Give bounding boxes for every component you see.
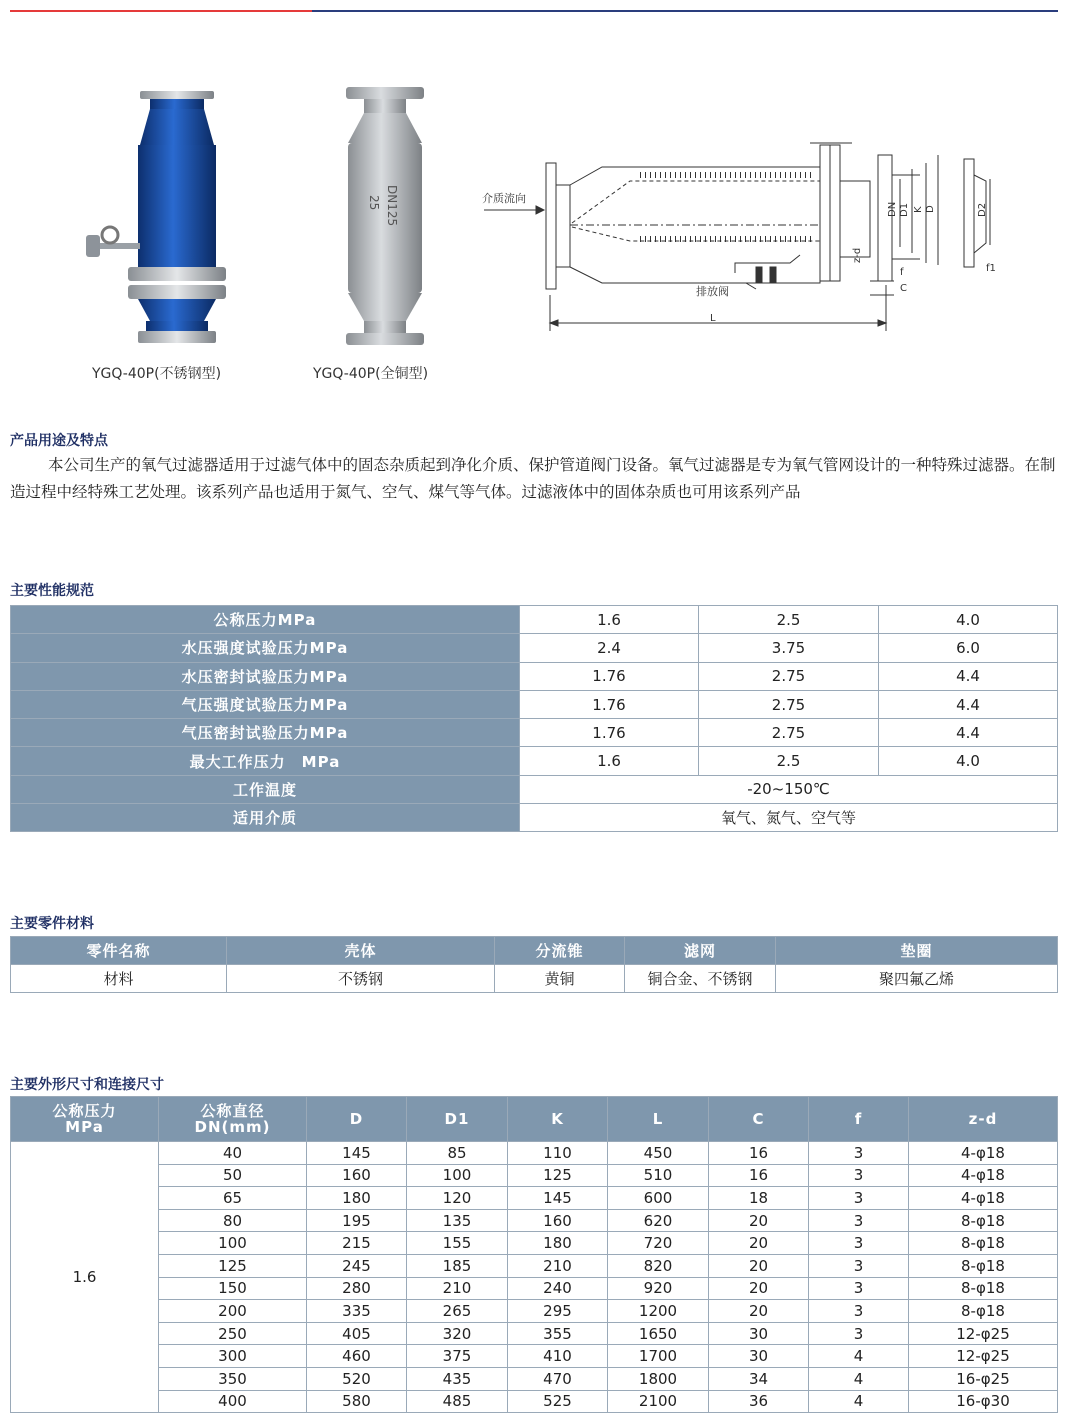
dimensions-cell: 3 (809, 1277, 909, 1300)
header-rule-red (10, 10, 312, 12)
performance-row (11, 662, 1058, 690)
performance-value: 1.6 (520, 747, 699, 775)
product-caption-stainless: YGQ-40P(不锈钢型) (92, 366, 222, 382)
performance-value: 1.6 (520, 606, 699, 634)
dimensions-cell: 4-φ18 (909, 1164, 1058, 1187)
dimensions-cell: 210 (508, 1254, 608, 1277)
dimensions-cell: 1650 (608, 1322, 709, 1345)
dimensions-cell: 525 (508, 1390, 608, 1413)
dimensions-header-text: L (652, 1110, 664, 1128)
product-photo-copper (330, 85, 440, 350)
dimensions-header-text: C (752, 1110, 765, 1128)
dimensions-cell: 1800 (608, 1367, 709, 1390)
cast-text-dn: DN125 (385, 185, 399, 227)
performance-label: 水压密封试验压力MPa (11, 662, 520, 690)
dimensions-cell: 120 (407, 1187, 508, 1210)
parts-header-row (11, 937, 1058, 965)
dimensions-cell: 3 (809, 1300, 909, 1323)
dimensions-cell: 195 (307, 1209, 407, 1232)
parts-cell: 不锈钢 (227, 965, 495, 993)
parts-cell: 铜合金、不锈钢 (625, 965, 776, 993)
performance-table (10, 605, 1058, 832)
dimensions-row (11, 1367, 1058, 1390)
dimensions-cell: 245 (307, 1254, 407, 1277)
parts-row (11, 965, 1058, 993)
dimensions-pressure-cell: 1.6 (11, 1142, 159, 1413)
dim-d1: D1 (899, 202, 910, 217)
performance-label: 工作温度 (11, 775, 520, 803)
dimensions-cell: 125 (159, 1254, 307, 1277)
performance-value: 1.76 (520, 690, 699, 718)
dimensions-header-cell (407, 1097, 508, 1142)
dimensions-row (11, 1232, 1058, 1255)
performance-row (11, 747, 1058, 775)
dimensions-header-cell (307, 1097, 407, 1142)
dimensions-cell: 20 (709, 1209, 809, 1232)
dimensions-cell: 350 (159, 1367, 307, 1390)
performance-row (11, 634, 1058, 662)
dimensions-cell: 30 (709, 1345, 809, 1368)
dimensions-cell: 30 (709, 1322, 809, 1345)
dimensions-cell: 485 (407, 1390, 508, 1413)
usage-paragraph: 本公司生产的氧气过滤器适用于过滤气体中的固态杂质起到净化介质、保护管道阀门设备。氧气过滤器是专为氧气管网设计的一种特殊过滤器。在制造过程中经特殊工艺处理。该系列产品也适用于氮气、空气、煤气等气体。过滤液体中的固体杂质也可用该系列产品 (10, 456, 1056, 501)
dimensions-cell: 3 (809, 1322, 909, 1345)
technical-drawing (480, 135, 1040, 335)
performance-value: 2.5 (699, 747, 879, 775)
performance-value: 2.5 (699, 606, 879, 634)
dimensions-cell: 160 (307, 1164, 407, 1187)
performance-row (11, 606, 1058, 634)
dimensions-header-text: MPa (65, 1118, 104, 1136)
performance-value: 6.0 (879, 634, 1058, 662)
dimensions-cell: 410 (508, 1345, 608, 1368)
dimensions-cell: 470 (508, 1367, 608, 1390)
dimensions-cell: 20 (709, 1300, 809, 1323)
dimensions-cell: 3 (809, 1142, 909, 1165)
section-title-performance: 主要性能规范 (10, 583, 94, 599)
dimensions-row (11, 1187, 1058, 1210)
dimensions-header-row (11, 1097, 1058, 1142)
performance-value: 4.4 (879, 662, 1058, 690)
dimensions-cell: 20 (709, 1277, 809, 1300)
performance-value: 2.75 (699, 690, 879, 718)
dimensions-cell: 820 (608, 1254, 709, 1277)
dimensions-cell: 100 (407, 1164, 508, 1187)
dimensions-cell: 3 (809, 1164, 909, 1187)
dimensions-cell: 250 (159, 1322, 307, 1345)
dimensions-cell: 80 (159, 1209, 307, 1232)
dimensions-cell: 265 (407, 1300, 508, 1323)
dimensions-cell: 135 (407, 1209, 508, 1232)
dimensions-cell: 180 (508, 1232, 608, 1255)
dimensions-cell: 200 (159, 1300, 307, 1323)
performance-label: 气压强度试验压力MPa (11, 690, 520, 718)
dimensions-cell: 3 (809, 1232, 909, 1255)
dimensions-cell: 8-φ18 (909, 1232, 1058, 1255)
performance-row (11, 804, 1058, 832)
dimensions-cell: 4 (809, 1390, 909, 1413)
dimensions-cell: 34 (709, 1367, 809, 1390)
dimensions-cell: 16 (709, 1142, 809, 1165)
dimensions-cell: 160 (508, 1209, 608, 1232)
dimensions-header-text: f (854, 1110, 863, 1128)
dim-d2: D2 (977, 202, 988, 217)
performance-value: -20~150℃ (520, 775, 1058, 803)
dimensions-cell: 16-φ30 (909, 1390, 1058, 1413)
parts-cell: 聚四氟乙烯 (776, 965, 1058, 993)
dimensions-cell: 355 (508, 1322, 608, 1345)
dimensions-cell: 180 (307, 1187, 407, 1210)
parts-header-cell: 零件名称 (11, 937, 227, 965)
dimensions-cell: 295 (508, 1300, 608, 1323)
parts-table (10, 936, 1058, 993)
performance-value: 2.4 (520, 634, 699, 662)
dimensions-cell: 1200 (608, 1300, 709, 1323)
dimensions-cell: 435 (407, 1367, 508, 1390)
performance-row (11, 719, 1058, 747)
dim-d: D (925, 205, 936, 213)
dimensions-cell: 580 (307, 1390, 407, 1413)
dimensions-row (11, 1390, 1058, 1413)
performance-value: 2.75 (699, 719, 879, 747)
dim-zd: z-d (852, 247, 863, 263)
dim-dn: DN (887, 201, 898, 217)
dimensions-cell: 12-φ25 (909, 1345, 1058, 1368)
performance-value: 氧气、氮气、空气等 (520, 804, 1058, 832)
dim-c: C (900, 283, 907, 294)
performance-value: 4.0 (879, 606, 1058, 634)
parts-header-cell: 滤网 (625, 937, 776, 965)
section-title-usage: 产品用途及特点 (10, 433, 108, 449)
dimensions-cell: 8-φ18 (909, 1300, 1058, 1323)
dimensions-cell: 405 (307, 1322, 407, 1345)
dimensions-row (11, 1164, 1058, 1187)
dimensions-cell: 50 (159, 1164, 307, 1187)
dimensions-cell: 920 (608, 1277, 709, 1300)
dimensions-cell: 215 (307, 1232, 407, 1255)
dimensions-cell: 155 (407, 1232, 508, 1255)
dimensions-cell: 8-φ18 (909, 1277, 1058, 1300)
dimensions-cell: 40 (159, 1142, 307, 1165)
cast-text-pn: 25 (367, 195, 381, 211)
dimensions-cell: 8-φ18 (909, 1254, 1058, 1277)
dimensions-cell: 145 (508, 1187, 608, 1210)
performance-value: 4.4 (879, 690, 1058, 718)
dimensions-header-cell (508, 1097, 608, 1142)
dimensions-cell: 16 (709, 1164, 809, 1187)
parts-header-cell: 分流锥 (495, 937, 625, 965)
dimensions-cell: 16-φ25 (909, 1367, 1058, 1390)
dimensions-cell: 335 (307, 1300, 407, 1323)
performance-value: 4.4 (879, 719, 1058, 747)
dimensions-cell: 375 (407, 1345, 508, 1368)
dimensions-cell: 460 (307, 1345, 407, 1368)
dimensions-cell: 300 (159, 1345, 307, 1368)
dimensions-cell: 150 (159, 1277, 307, 1300)
dimensions-cell: 210 (407, 1277, 508, 1300)
dimensions-header-text: 公称直径 (200, 1102, 265, 1120)
dimensions-cell: 110 (508, 1142, 608, 1165)
dimensions-cell: 3 (809, 1254, 909, 1277)
dimensions-header-cell (909, 1097, 1058, 1142)
performance-value: 3.75 (699, 634, 879, 662)
parts-header-cell: 壳体 (227, 937, 495, 965)
performance-value: 1.76 (520, 719, 699, 747)
dimensions-row (11, 1142, 1058, 1165)
dimensions-row (11, 1254, 1058, 1277)
dimensions-header-text: z-d (968, 1110, 998, 1128)
dimensions-cell: 600 (608, 1187, 709, 1210)
dimensions-cell: 125 (508, 1164, 608, 1187)
parts-header-cell: 垫圈 (776, 937, 1058, 965)
dimensions-row (11, 1300, 1058, 1323)
dimensions-cell: 8-φ18 (909, 1209, 1058, 1232)
dim-k: K (913, 206, 924, 213)
dimensions-cell: 4-φ18 (909, 1142, 1058, 1165)
dimensions-cell: 400 (159, 1390, 307, 1413)
dimensions-cell: 100 (159, 1232, 307, 1255)
dimensions-header-text: D (349, 1110, 364, 1128)
dimensions-cell: 12-φ25 (909, 1322, 1058, 1345)
dimensions-cell: 520 (307, 1367, 407, 1390)
performance-value: 1.76 (520, 662, 699, 690)
drain-valve-label: 排放阀 (696, 285, 729, 298)
performance-value: 2.75 (699, 662, 879, 690)
dimensions-cell: 185 (407, 1254, 508, 1277)
dimensions-cell: 320 (407, 1322, 508, 1345)
dimensions-row (11, 1322, 1058, 1345)
performance-value: 4.0 (879, 747, 1058, 775)
dimensions-header-cell (11, 1097, 159, 1142)
dimensions-cell: 2100 (608, 1390, 709, 1413)
dimensions-cell: 3 (809, 1209, 909, 1232)
flow-direction-label: 介质流向 (482, 192, 526, 205)
product-photo-stainless (80, 85, 240, 355)
dimensions-cell: 20 (709, 1232, 809, 1255)
dim-f1: f1 (986, 263, 996, 274)
dimensions-cell: 4-φ18 (909, 1187, 1058, 1210)
dimensions-cell: 20 (709, 1254, 809, 1277)
dimensions-header-text: DN(mm) (194, 1118, 271, 1136)
header-rule-blue (312, 10, 1058, 12)
dimensions-cell: 65 (159, 1187, 307, 1210)
dimensions-cell: 36 (709, 1390, 809, 1413)
dimensions-header-cell (709, 1097, 809, 1142)
dimensions-cell: 18 (709, 1187, 809, 1210)
performance-row (11, 690, 1058, 718)
dimensions-cell: 3 (809, 1187, 909, 1210)
dimensions-header-cell (608, 1097, 709, 1142)
dimensions-cell: 85 (407, 1142, 508, 1165)
dimensions-row (11, 1209, 1058, 1232)
dimensions-row (11, 1277, 1058, 1300)
dim-f: f (900, 267, 904, 278)
dimensions-cell: 4 (809, 1345, 909, 1368)
section-title-dimensions: 主要外形尺寸和连接尺寸 (10, 1077, 164, 1093)
performance-label: 公称压力MPa (11, 606, 520, 634)
dimensions-header-text: K (551, 1110, 564, 1128)
dimensions-cell: 1700 (608, 1345, 709, 1368)
dimensions-cell: 720 (608, 1232, 709, 1255)
performance-label: 适用介质 (11, 804, 520, 832)
parts-cell: 材料 (11, 965, 227, 993)
dimensions-header-text: 公称压力 (52, 1102, 117, 1120)
dimensions-cell: 620 (608, 1209, 709, 1232)
dim-l: L (710, 313, 716, 324)
dimensions-cell: 4 (809, 1367, 909, 1390)
section-title-parts: 主要零件材料 (10, 916, 94, 932)
performance-label: 水压强度试验压力MPa (11, 634, 520, 662)
dimensions-table (10, 1096, 1058, 1413)
dimensions-cell: 145 (307, 1142, 407, 1165)
dimensions-header-text: D1 (444, 1110, 470, 1128)
dimensions-cell: 510 (608, 1164, 709, 1187)
performance-label: 气压密封试验压力MPa (11, 719, 520, 747)
parts-cell: 黄铜 (495, 965, 625, 993)
dimensions-cell: 280 (307, 1277, 407, 1300)
dimensions-cell: 240 (508, 1277, 608, 1300)
dimensions-header-cell (809, 1097, 909, 1142)
performance-row (11, 775, 1058, 803)
performance-label: 最大工作压力 MPa (11, 747, 520, 775)
dimensions-header-cell (159, 1097, 307, 1142)
product-caption-copper: YGQ-40P(全铜型) (313, 366, 429, 382)
dimensions-cell: 450 (608, 1142, 709, 1165)
dimensions-row (11, 1345, 1058, 1368)
